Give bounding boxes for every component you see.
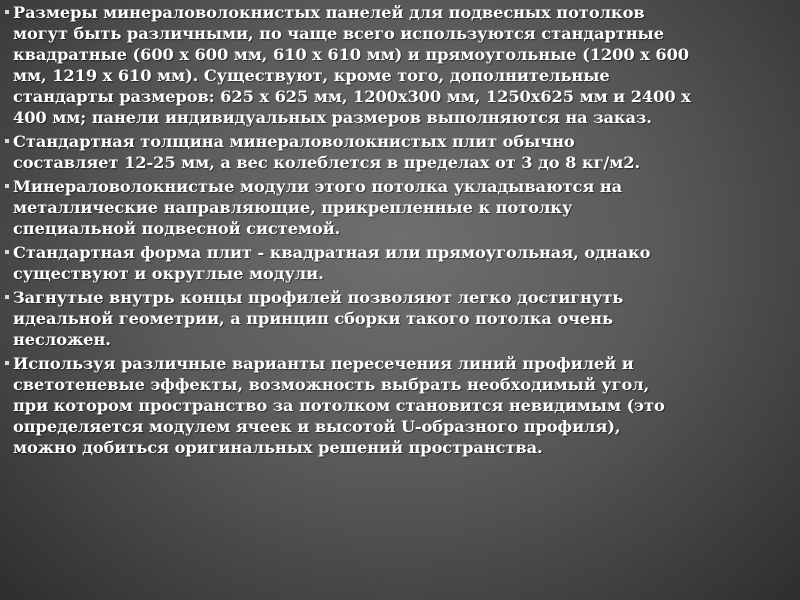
paragraph-profiles <box>5 287 795 350</box>
bullet-icon <box>5 184 9 188</box>
text-line: металлические направляющие, прикрепленные к потолку <box>13 198 573 217</box>
text-line: специальной подвесной системой. <box>13 219 341 238</box>
text-line: светотеневые эффекты, возможность выбрать необходимый угол, <box>13 375 650 394</box>
text-line: 400 мм; панели индивидуальных размеров выполняются на заказ. <box>13 108 652 127</box>
text-line: Размеры минераловолокнистых панелей для подвесных потолков <box>13 3 645 22</box>
bullet-icon <box>5 250 9 254</box>
bullet-icon <box>5 10 9 14</box>
text-line: Загнутые внутрь концы профилей позволяют легко достигнуть <box>13 288 624 307</box>
text-line: идеальной геометрии, а принцип сборки такого потолка очень <box>13 309 613 328</box>
paragraph-shape <box>5 242 795 284</box>
text-line: можно добиться оригинальных решений пространства. <box>13 438 543 457</box>
bullet-icon <box>5 361 9 365</box>
text-line: при котором пространство за потолком становится невидимым (это <box>13 396 665 415</box>
text-line: существуют и округлые модули. <box>13 264 324 283</box>
text-line: составляет 12-25 мм, а вес колеблется в пределах от 3 до 8 кг/м2. <box>13 153 641 172</box>
text-line: стандарты размеров: 625 х 625 мм, 1200х300 мм, 1250х625 мм и 2400 х <box>13 87 691 106</box>
text-line: Стандартная толщина минераловолокнистых плит обычно <box>13 132 575 151</box>
paragraph-thickness <box>5 131 795 173</box>
text-line: Стандартная форма плит - квадратная или прямоугольная, однако <box>13 243 651 262</box>
slide-text-body <box>5 2 795 461</box>
paragraph-panel-sizes <box>5 2 795 128</box>
paragraph-mounting <box>5 176 795 239</box>
text-line: Используя различные варианты пересечения линий профилей и <box>13 354 634 373</box>
bullet-icon <box>5 139 9 143</box>
bullet-icon <box>5 295 9 299</box>
text-line: определяется модулем ячеек и высотой U-образного профиля), <box>13 417 621 436</box>
text-line: несложен. <box>13 330 111 349</box>
text-line: мм, 1219 х 610 мм). Существуют, кроме того, дополнительные <box>13 66 610 85</box>
paragraph-design-options <box>5 353 795 458</box>
text-line: могут быть различными, по чаще всего используются стандартные <box>13 24 664 43</box>
text-line: Минераловолокнистые модули этого потолка укладываются на <box>13 177 623 196</box>
text-line: квадратные (600 х 600 мм, 610 х 610 мм) и прямоугольные (1200 х 600 <box>13 45 689 64</box>
